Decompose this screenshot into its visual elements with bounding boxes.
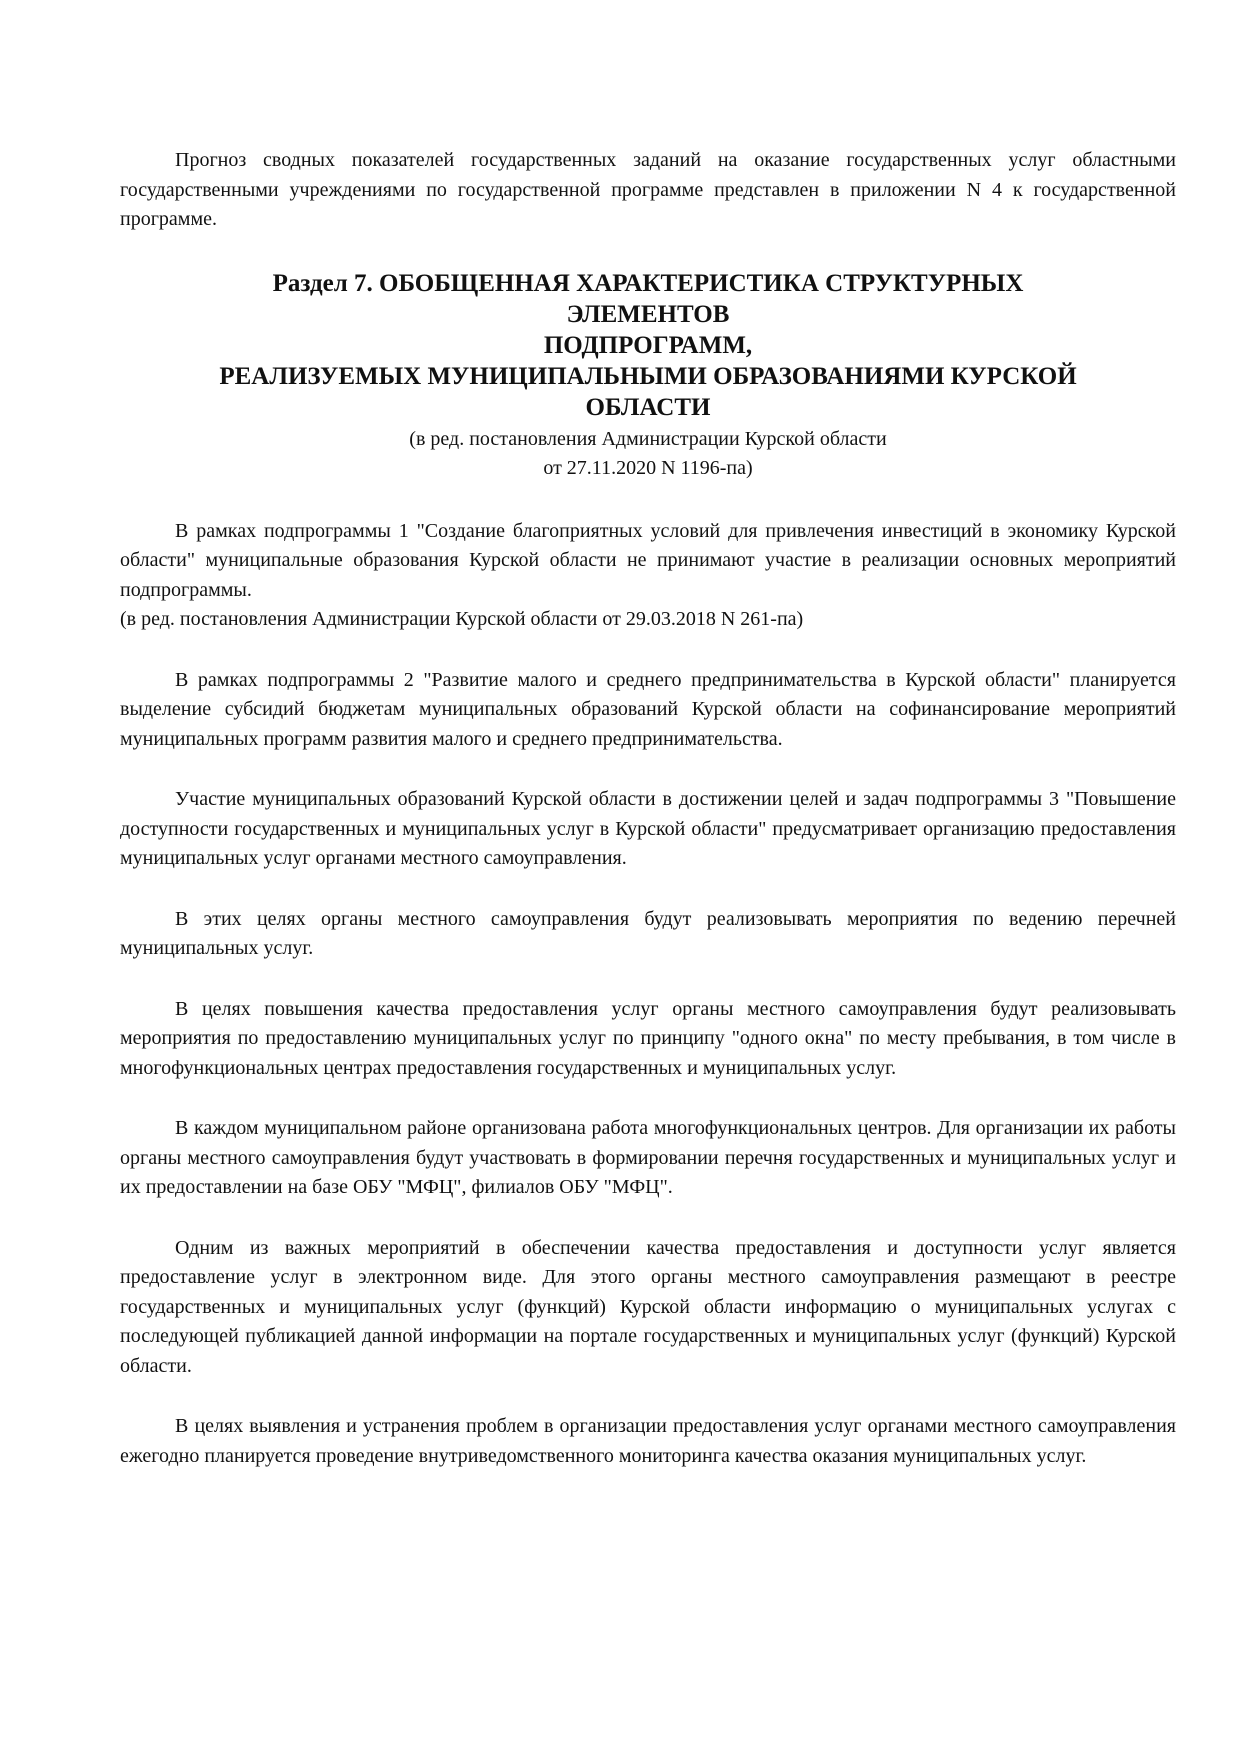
paragraph-service-lists: В этих целях органы местного самоуправления будут реализовывать мероприятия по ведению перечней муниципальных услуг. — [120, 907, 1176, 959]
paragraph-subprogram-1: В рамках подпрограммы 1 "Создание благоприятных условий для привлечения инвестиций в экономику Курской области" муниципальные образования Курской области не принимают участие в реализации основных мероприятий подпрограммы. — [120, 519, 1176, 601]
section-title-line: РЕАЛИЗУЕМЫХ МУНИЦИПАЛЬНЫМИ ОБРАЗОВАНИЯМИ КУРСКОЙ — [219, 362, 1077, 390]
paragraph-monitoring: В целях выявления и устранения проблем в организации предоставления услуг органами местного самоуправления ежегодно планируется проведение внутриведомственного мониторинга качества оказания муниципальных услуг. — [120, 1415, 1176, 1467]
amendment-line: (в ред. постановления Администрации Курской области — [409, 427, 887, 450]
amendment-line: от 27.11.2020 N 1196-па) — [543, 456, 753, 479]
section-title-line: ПОДПРОГРАММ, — [543, 331, 753, 359]
paragraph-one-window: В целях повышения качества предоставления услуг органы местного самоуправления будут реализовывать мероприятия по предоставлению муниципальных услуг по принципу "одного окна" по месту пребывания, в том числе в многофункциональных центрах предоставления государственных и муниципальных услуг. — [120, 997, 1176, 1079]
paragraph-subprogram-3: Участие муниципальных образований Курской области в достижении целей и задач подпрограммы 3 "Повышение доступности государственных и муниципальных услуг в Курской области" предусматривает организацию предоставления муниципальных услуг органами местного самоуправления. — [120, 788, 1176, 869]
paragraph-mfc: В каждом муниципальном районе организована работа многофункциональных центров. Для организации их работы органы местного самоуправления будут участвовать в формировании перечня государственных и муниципальных услуг и их предоставлении на базе ОБУ "МФЦ", филиалов ОБУ "МФЦ". — [120, 1117, 1176, 1198]
intro-paragraph: Прогноз сводных показателей государственных заданий на оказание государственных услуг областными государственными учреждениями по государственной программе представлен в приложении N 4 к государственной программе. — [120, 149, 1176, 230]
document-page — [120, 146, 1176, 1502]
section-amendment-note — [120, 425, 1176, 483]
section-title-line: Раздел 7. ОБОБЩЕННАЯ ХАРАКТЕРИСТИКА СТРУКТУРНЫХ — [272, 269, 1024, 297]
section-title-line: ЭЛЕМЕНТОВ — [566, 300, 730, 328]
amendment-note: (в ред. постановления Администрации Курской области от 29.03.2018 N 261-па) — [120, 608, 804, 630]
paragraph-subprogram-2: В рамках подпрограммы 2 "Развитие малого и среднего предпринимательства в Курской области" планируется выделение субсидий бюджетам муниципальных образований Курской области на софинансирование мероприятий муниципальных программ развития малого и среднего предпринимательства. — [120, 668, 1176, 750]
section-heading — [120, 268, 1176, 423]
paragraph-electronic-services: Одним из важных мероприятий в обеспечении качества предоставления и доступности услуг является предоставление услуг в электронном виде. Для этого органы местного самоуправления размещают в реестре государственных и муниципальных услуг (функций) Курской области информацию о муниципальных услугах с последующей публикацией данной информации на портале государственных и муниципальных услуг (функций) Курской области. — [120, 1236, 1176, 1377]
section-title-line: ОБЛАСТИ — [585, 393, 711, 421]
